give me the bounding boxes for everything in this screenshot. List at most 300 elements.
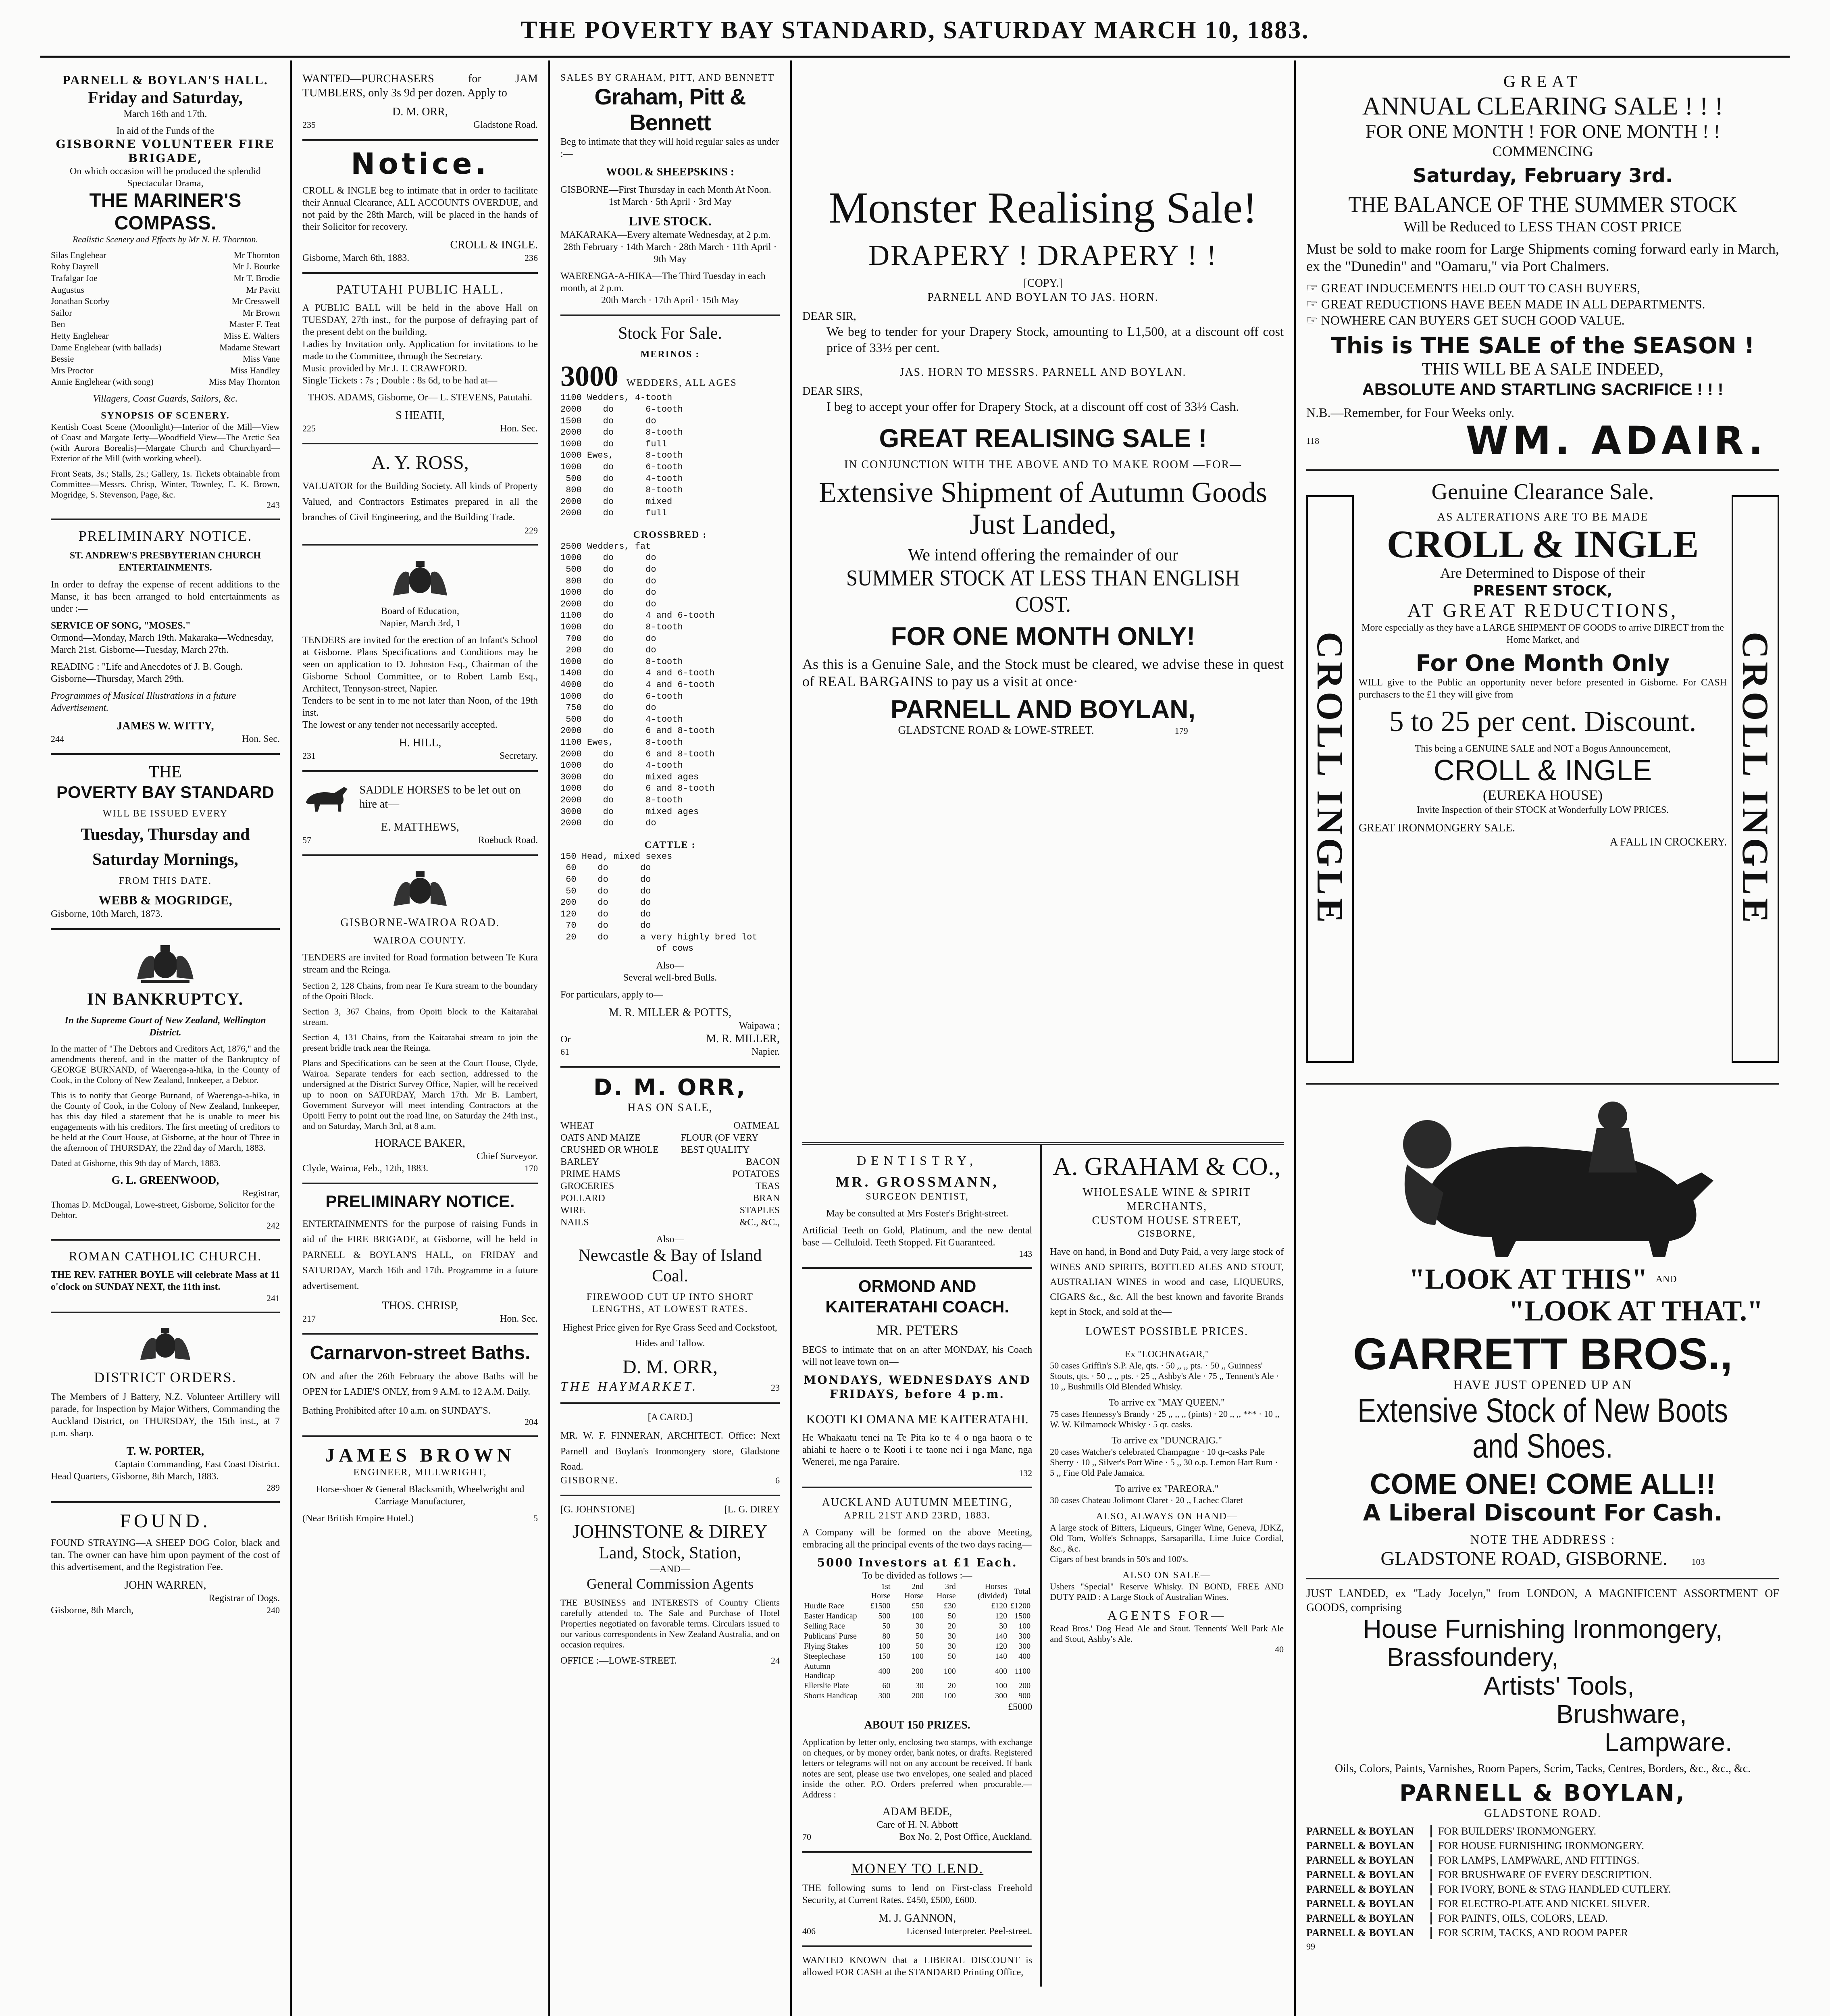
table-cell: 30 (999, 1622, 1008, 1631)
crossbred-row: 4000 do 4 and 6-tooth (560, 680, 715, 690)
letter1-dear: DEAR SIR, (802, 310, 856, 323)
orr-item-row (560, 1180, 780, 1192)
cast-row (51, 284, 280, 296)
crossbred-row: 1400 do 4 and 6-tooth (560, 668, 715, 679)
merino-list (560, 392, 780, 519)
stock-place: Waipawa ; (739, 1020, 780, 1031)
orr-item-right: OATMEAL (733, 1120, 780, 1131)
pb-row-text: FOR LAMPS, LAMPWARE, AND FITTINGS. (1438, 1854, 1640, 1866)
paper-days: Tuesday, Thursday and (81, 825, 250, 844)
racing-box: Box No. 2, Post Office, Auckland. (899, 1832, 1033, 1843)
card-place: GISBORNE. (560, 1475, 619, 1486)
baths-bathing: Bathing Prohibited after 10 a.m. on SUNDAY'S. (302, 1405, 491, 1416)
croll-iron: GREAT IRONMONGERY SALE. (1359, 821, 1516, 834)
wairoa-road-ad (302, 856, 538, 1184)
prelim-title: PRELIMINARY NOTICE. (78, 527, 252, 544)
adair-this: This is THE SALE of the SEASON ! (1331, 333, 1755, 359)
table-cell: 400 (878, 1666, 891, 1676)
bankruptcy-court: In the Supreme Court of New Zealand, Wellington District. (65, 1015, 266, 1038)
reading: READING : "Life and Anecdotes of J. B. Gough. (51, 662, 243, 673)
pb-row (1306, 1840, 1779, 1852)
road-plans: Plans and Specifications can be seen at the Court House, Clyde, Wairoa. Separate tenders for each section, addressed to the undersigned at the District Survey Office, Napier, will be received up to noon on SATURDAY, March 17th. Mr B. Lambert, Government Surveyor will meet intending Contractors at the Opoiti Ferry to point out the road line, on Saturday the 24th inst., and on Saturday, March 3rd, at 8 a.m. (302, 1058, 538, 1131)
signature: D. M. ORR, (392, 106, 448, 118)
masthead: THE POVERTY BAY STANDARD, SATURDAY MARCH 10, 1883. (520, 17, 1310, 44)
orr-haymarket: THE HAYMARKET. (560, 1379, 698, 1394)
table-cell: 300 (1018, 1632, 1031, 1641)
croll-discount: 5 to 25 per cent. Discount. (1389, 705, 1697, 738)
racing-dates: APRIL 21ST AND 23RD, 1883. (844, 1510, 991, 1521)
dentistry-title: DENTISTRY, (857, 1153, 978, 1168)
ad-number: 241 (266, 1293, 280, 1304)
signature-role: Registrar of Dogs. (208, 1593, 280, 1604)
poverty-bay-standard-ad (51, 755, 280, 930)
drapery-title: DRAPERY ! DRAPERY ! ! (868, 239, 1218, 271)
orr-item-left: GROCERIES (560, 1181, 614, 1192)
adair-nb: N.B.—Remember, for Four Weeks only. (1306, 405, 1515, 420)
cast-actor: Mr Cresswell (231, 296, 280, 306)
cast-role: Silas Englehear (51, 250, 106, 260)
conjunction: IN CONJUNCTION WITH THE ABOVE AND TO MAKE ROOM —FOR— (844, 458, 1242, 471)
croll-sidebar-left: CROLL INGLE (1306, 495, 1354, 1063)
signature-role: Licensed Interpreter. Peel-street. (906, 1926, 1033, 1937)
ad-number: 225 (302, 423, 316, 434)
adair-bullet-3: ☞ NOWHERE CAN BUYERS GET SUCH GOOD VALUE. (1306, 313, 1625, 328)
cast-row (51, 250, 280, 261)
ad-number: 5 (533, 1513, 538, 1524)
notice-date: Gisborne, March 6th, 1883. (302, 253, 410, 264)
cast-row (51, 376, 280, 388)
graham-also-body: A large stock of Bitters, Liqueurs, Ginger Wine, Geneva, JDKZ, Old Tom, Wolfe's Schnapps, Sarsaparilla, Lime Juice Cordial, &c., &c. (1050, 1522, 1284, 1554)
pb-row-text: FOR HOUSE FURNISHING IRONMONGERY. (1438, 1840, 1644, 1852)
column-5 (1296, 60, 1790, 2016)
table-row (802, 1681, 1032, 1691)
race-table-col-header (802, 1582, 861, 1601)
table-cell: 500 (878, 1612, 891, 1621)
garrett-address: GLADSTONE ROAD, GISBORNE. (1380, 1547, 1668, 1569)
money-to-lend-ad (802, 1853, 1032, 1947)
pb-row-text: FOR PAINTS, OILS, COLORS, LEAD. (1438, 1912, 1608, 1924)
orders-hq: Head Quarters, Gisborne, 8th March, 1883. (51, 1471, 219, 1482)
signature: S HEATH, (396, 409, 445, 422)
merinos-big-label: WEDDERS, ALL AGES (627, 378, 737, 389)
racing-total: £5000 (1008, 1702, 1033, 1713)
signature-role: Captain Commanding, East Coast District. (115, 1459, 280, 1470)
cast-row (51, 342, 280, 354)
crossbred-row: 1000 do 4-tooth (560, 760, 683, 771)
saddle-horses-ad (302, 772, 538, 856)
graham-prices: LOWEST POSSIBLE PRICES. (1085, 1325, 1249, 1338)
adair-room: Must be sold to make room for Large Shipments coming forward early in March, ex the "Dunedin" and "Oamaru," via Port Chalmers. (1306, 240, 1779, 275)
dentist-body: Artificial Teeth on Gold, Platinum, and the new dental base — Celluloid. Teeth Stopped. Fit Guaranteed. (802, 1225, 1033, 1248)
orr-item-row (560, 1192, 780, 1204)
graham-cigars: Cigars of best brands in 50's and 100's. (1050, 1554, 1188, 1564)
table-cell: 300 (1018, 1642, 1031, 1651)
notice-body: CROLL & INGLE beg to intimate that in order to facilitate their Annual Clearance, ALL ACCOUNTS OVERDUE, and not paid by the 28th March, will be placed in the hands of their Solicitor for recovery. (302, 185, 538, 233)
dentistry-ad (802, 1145, 1032, 1269)
graham-pitt-bennett-ad (560, 65, 780, 316)
merino-row: 500 do 4-tooth (560, 473, 683, 484)
table-cell: 200 (911, 1691, 924, 1701)
ad-number: 61 (560, 1047, 569, 1057)
croll-determined: Are Determined to Dispose of their (1440, 565, 1645, 581)
known-body: WANTED KNOWN that a LIBERAL DISCOUNT is allowed FOR CASH at the STANDARD Printing Office, (802, 1955, 1033, 1978)
signature-role: Hon. Sec. (500, 1313, 538, 1324)
parnell-boylan-sign: PARNELL AND BOYLAN, (890, 694, 1196, 724)
graham-ex1b-items: 75 cases Hennessy's Brandy · 25 ,, ,, ,, (pints) · 20 ,, ,, *** · 10 ,, W. W. Kilmarnock Whisky · 5 qr. casks. (1050, 1409, 1280, 1430)
table-cell: 400 (1018, 1652, 1031, 1661)
ad-number: 6 (775, 1475, 780, 1486)
money-body: THE following sums to lend on First-class Freehold Security, at Current Rates. £450, £500, £600. (802, 1883, 1033, 1906)
synopsis-title: SYNOPSIS OF SCENERY. (101, 410, 230, 421)
masthead-rule (40, 56, 1790, 58)
orr-item-left: POLLARD (560, 1193, 605, 1204)
table-cell: Easter Handicap (804, 1612, 857, 1621)
pb-line-5: Lampware. (1605, 1728, 1732, 1757)
table-cell: 80 (882, 1632, 891, 1641)
croll-notice-ad (302, 141, 538, 274)
adair-balance: THE BALANCE OF THE SUMMER STOCK (1348, 192, 1737, 218)
monster-sale-ad (802, 65, 1284, 1145)
adair-bullet-3-text: NOWHERE CAN BUYERS GET SUCH GOOD VALUE. (1321, 313, 1625, 328)
baths-title: Carnarvon-street Baths. (310, 1342, 531, 1364)
orr-item-right: &C., &C., (739, 1217, 780, 1228)
crossbred-row: 2500 Wedders, fat (560, 541, 651, 552)
merinos-big-number: 3000 (560, 360, 618, 393)
ad-number: 24 (771, 1656, 780, 1666)
pb-line-2: Brassfoundery, (1387, 1643, 1559, 1672)
graham-place: GISBORNE, (1138, 1229, 1196, 1239)
graham-title: A. GRAHAM & CO., (1053, 1152, 1281, 1181)
table-cell: Flying Stakes (804, 1642, 848, 1651)
table-cell: 200 (911, 1666, 924, 1676)
cast-actor: Mr T. Brodie (233, 273, 280, 283)
address: Gladstone Road. (473, 120, 538, 130)
croll-fall: A FALL IN CROCKERY. (1609, 835, 1727, 848)
hall-effects: Realistic Scenery and Effects by Mr N. H. Thornton. (72, 234, 258, 244)
crossbred-row: 700 do do (560, 633, 656, 644)
paper-issued: WILL BE ISSUED EVERY (102, 808, 228, 819)
pb-oils: Oils, Colors, Paints, Varnishes, Room Papers, Scrim, Tacks, Centres, Borders, &c., &c., &c. (1335, 1762, 1751, 1775)
table-cell: 900 (1018, 1691, 1031, 1701)
found-date: Gisborne, 8th March, (51, 1605, 134, 1616)
cattle-row: 50 do do (560, 886, 651, 896)
pb-row-label: PARNELL & BOYLAN (1306, 1840, 1432, 1852)
pb-row-text: FOR SCRIM, TACKS, AND ROOM PAPER (1438, 1927, 1628, 1939)
found-title: FOUND. (120, 1510, 211, 1532)
graham-ex1: Ex "LOCHNAGAR," (1124, 1349, 1209, 1360)
letter1-body: We beg to tender for your Drapery Stock, amounting to L1,500, at a discount off cost price of 33⅓ per cent. (827, 324, 1284, 355)
jd-body: THE BUSINESS and INTERESTS of Country Clients carefully attended to. The Sale and Purchase of Hotel Properties negotiated on favorable terms. Circulars issued to our various correspondents in New Zealand Australia, and on occasion requires. (560, 1597, 780, 1650)
orr-item-row (560, 1216, 780, 1229)
garrett-and: AND (1655, 1274, 1677, 1285)
table-row (802, 1691, 1032, 1701)
column-2 (292, 60, 548, 2016)
table-row (802, 1601, 1032, 1611)
table-cell: Shorts Handicap (804, 1691, 858, 1701)
cast-role: Augustus (51, 284, 85, 295)
royal-coat-of-arms-icon (386, 557, 454, 601)
pb-row-text: FOR BRUSHWARE OF EVERY DESCRIPTION. (1438, 1869, 1652, 1881)
signature: M. R. MILLER & POTTS, (608, 1006, 732, 1019)
croll-present: PRESENT STOCK, (1473, 582, 1613, 599)
signature: H. HILL, (399, 736, 441, 749)
table-cell: 100 (943, 1691, 956, 1701)
cast-role: Dame Englehear (with ballads) (51, 342, 162, 352)
sales-waerenga-dates: 20th March · 17th April · 15th May (601, 295, 739, 306)
table-cell: 400 (995, 1666, 1008, 1676)
baths-ad (302, 1335, 538, 1437)
table-cell: 30 (915, 1681, 924, 1691)
district-orders-ad (51, 1313, 280, 1503)
orr-sub: HAS ON SALE, (627, 1102, 713, 1114)
adair-month: FOR ONE MONTH ! FOR ONE MONTH ! ! (1365, 121, 1720, 142)
table-cell: 50 (947, 1652, 956, 1661)
croll-made: AS ALTERATIONS ARE TO BE MADE (1437, 510, 1649, 523)
table-cell: 100 (911, 1652, 924, 1661)
pb-row (1306, 1927, 1779, 1939)
orr-item-right: POTATOES (732, 1169, 780, 1180)
merinos-head: MERINOS : (640, 349, 700, 360)
johnstone-direy-ad (560, 1496, 780, 1675)
adair-commencing: COMMENCING (1492, 143, 1593, 159)
crossbred-row: 750 do do (560, 703, 656, 713)
saddle-body: SADDLE HORSES to be let out on hire at— (359, 783, 521, 810)
prelim-title: PRELIMINARY NOTICE. (325, 1191, 515, 1211)
stock-also: Also— (656, 960, 684, 971)
cattle-row: 20 do a very highly bred lot (560, 932, 758, 942)
solicitor: Thomas D. McDougal, Lowe-street, Gisborne, Solicitor for the Debtor. (51, 1200, 275, 1220)
garrett-note: NOTE THE ADDRESS : (1470, 1532, 1616, 1547)
adair-bullet-2: ☞ GREAT REDUCTIONS HAVE BEEN MADE IN ALL DEPARTMENTS. (1306, 297, 1705, 312)
fire-brigade-prelim-ad (302, 1184, 538, 1335)
pb-row-label: PARNELL & BOYLAN (1306, 1912, 1432, 1924)
graham-store: CUSTOM HOUSE STREET, (1092, 1214, 1242, 1227)
stock-for-sale-ad (560, 316, 780, 1068)
column-3 (550, 60, 790, 2016)
bankruptcy-matter: In the matter of "The Debtors and Creditors Act, 1876," and the amendments thereof, and in the matter of the Bankruptcy of GEORGE BURNAND, of Waerenga-a-hika, in the County of Cook, in the Colony of New Zealand, Innkeeper, a Debtor. (51, 1043, 280, 1085)
jd-head-right: [L. G. DIREY (724, 1504, 780, 1515)
cast-actor: Madame Stewart (219, 342, 280, 352)
table-cell: 300 (995, 1691, 1008, 1701)
pb-row-label: PARNELL & BOYLAN (1306, 1898, 1432, 1910)
crossbred-row: 2000 do do (560, 818, 656, 829)
great-realising: GREAT REALISING SALE ! (879, 424, 1207, 453)
ad-number: 57 (302, 835, 311, 845)
croll-genuine: This being a GENUINE SALE and NOT a Bogus Announcement, (1415, 743, 1671, 754)
ad-number: 70 (802, 1832, 811, 1842)
hall-title: PARNELL & BOYLAN'S HALL. (62, 73, 268, 87)
coach-title: ORMOND AND KAITERATAHI COACH. (825, 1277, 1009, 1316)
wanted-known-ad (802, 1947, 1032, 1987)
sales-wool: WOOL & SHEEPSKINS : (606, 165, 735, 178)
coach-maori-title: KOOTI KI OMANA ME KAITERATAHI. (806, 1412, 1028, 1427)
coach-days: MONDAYS, WEDNESDAYS AND FRIDAYS, before 4 p.m. (804, 1373, 1031, 1401)
bankruptcy-title: IN BANKRUPTCY. (87, 990, 244, 1009)
croll-will: WILL give to the Public an opportunity never before presented in Gisborne. For CASH purchasers to the £1 they will give from (1359, 677, 1727, 700)
orr-item-row (560, 1156, 780, 1168)
sales-live: LIVE STOCK. (629, 213, 712, 228)
orr-title: D. M. ORR, (593, 1075, 747, 1101)
cast-actor: Mr Thornton (234, 250, 280, 260)
pb-row-label: PARNELL & BOYLAN (1306, 1825, 1432, 1837)
board-body: TENDERS are invited for the erection of an Infant's School at Gisborne. Plans Specifications and Conditions may be seen on application to D. Johnston Esq., Chairman of the Gisborne School Committee, or to Robert Lamb Esq., Architect, Tennyson-street, Napier. (302, 635, 538, 694)
bankruptcy-ad (51, 930, 280, 1241)
letter1-head: PARNELL AND BOYLAN TO JAS. HORN. (927, 291, 1159, 304)
paper-from: FROM THIS DATE. (119, 875, 212, 886)
table-cell: 50 (915, 1642, 924, 1651)
table-cell: 30 (947, 1642, 956, 1651)
hall-aid: In aid of the Funds of the (116, 126, 214, 137)
signature: E. MATTHEWS, (381, 821, 459, 833)
croll-clearance-ad (1306, 471, 1779, 1085)
race-table-body (802, 1601, 1032, 1701)
ad-number: 23 (771, 1383, 780, 1393)
orr-item-right: TEAS (756, 1181, 780, 1192)
reading-date: Gisborne—Thursday, March 29th. (51, 674, 184, 685)
racing-investors: 5000 Investors at £1 Each. (817, 1556, 1018, 1570)
crossbred-list (560, 541, 780, 829)
letter2-head: JAS. HORN TO MESSRS. PARNELL AND BOYLAN. (899, 366, 1187, 379)
ross-ad (302, 444, 538, 545)
cattle-row: 60 do do (560, 874, 651, 885)
royal-coat-of-arms-icon (129, 941, 202, 985)
stock-bulls: Several well-bred Bulls. (623, 973, 717, 983)
one-month-only: FOR ONE MONTH ONLY! (891, 622, 1195, 651)
adair-bullet-1: ☞ GREAT INDUCEMENTS HELD OUT TO CASH BUYERS, (1306, 281, 1641, 296)
hall-brigade: GISBORNE VOLUNTEER FIRE BRIGADE, (56, 137, 275, 165)
crossbred-row: 2000 do 6 and 8-tooth (560, 749, 715, 759)
ad-number: 179 (1174, 726, 1188, 736)
croll-sidebar-right: CROLL INGLE (1732, 495, 1779, 1063)
signature-role: Chief Surveyor. (477, 1151, 538, 1162)
royal-coat-of-arms-icon (133, 1325, 198, 1365)
pb-row-text: FOR ELECTRO-PLATE AND NICKEL SILVER. (1438, 1898, 1650, 1910)
table-cell: Publicans' Purse (804, 1632, 857, 1641)
orr-item-left: WIRE (560, 1205, 585, 1216)
sales-makaraka-dates: 28th February · 14th March · 28th March · 11th April · 9th May (563, 242, 777, 264)
orr-item-row (560, 1132, 780, 1156)
sales-head: SALES BY GRAHAM, PITT, AND BENNETT (560, 73, 775, 83)
ross-title: A. Y. ROSS, (371, 452, 469, 474)
crossbred-row: 1000 do 8-tooth (560, 622, 683, 633)
signature-role: Hon. Sec. (242, 734, 280, 745)
stock-place-2: Napier. (752, 1047, 780, 1058)
pb-line-3: Artists' Tools, (1484, 1671, 1634, 1700)
jd-title: JOHNSTONE & DIREY (572, 1521, 768, 1543)
board-time: Tenders to be sent in to me not later than Noon, of the 19th inst. (302, 695, 538, 718)
adair-sale-ad (1306, 65, 1779, 471)
cast-role: Bessie (51, 354, 74, 364)
ad-number: 243 (266, 500, 280, 510)
found-body: FOUND STRAYING—A SHEEP DOG Color, black and tan. The owner can have him upon payment of the cost of this advertisement, and the Registration Fee. (51, 1538, 280, 1573)
pb-row-label: PARNELL & BOYLAN (1306, 1927, 1432, 1939)
column-4 (792, 60, 1294, 2016)
sales-waerenga: WAERENGA-A-HIKA—The Third Tuesday in each month, at 2 p.m. (560, 271, 766, 294)
paper-name: POVERTY BAY STANDARD (56, 783, 274, 802)
copy-label: [COPY.] (1023, 277, 1063, 290)
merino-row: 2000 do full (560, 508, 667, 519)
signature: CROLL & INGLE. (450, 239, 538, 252)
table-cell: Ellerslie Plate (804, 1681, 849, 1691)
pb-row (1306, 1854, 1779, 1866)
road-section-3: Section 3, 367 Chains, from Opoiti block to the Kaitarahai stream. (302, 1006, 538, 1027)
garrett-look-2: "LOOK AT THAT." (1508, 1295, 1763, 1327)
croll-title: Genuine Clearance Sale. (1431, 479, 1654, 505)
hall-prices: Front Seats, 3s.; Stalls, 2s.; Gallery, 1s. Tickets obtainable from Committee—Messrs. Chrisp, Winter, Townley, E. K. Brown, Mogridge, S. Stevenson, Page, &c. (51, 468, 280, 500)
crossbred-row: 1000 do do (560, 553, 656, 563)
garrett-look-1: "LOOK AT THIS" (1409, 1263, 1648, 1295)
merino-row: 1100 Wedders, 4-tooth (560, 393, 672, 403)
racing-divided: To be divided as follows :— (862, 1570, 972, 1581)
royal-coat-of-arms-icon (388, 867, 452, 912)
orr-item-row (560, 1204, 780, 1216)
ad-number: 143 (1019, 1249, 1033, 1259)
cast-role: Sailor (51, 307, 72, 318)
cattle-row: 120 do do (560, 909, 651, 919)
ball-tickets: Single Tickets : 7s ; Double : 8s 6d, to be had at— (302, 375, 498, 386)
bankruptcy-dated: Dated at Gisborne, this 9th day of March, 1883. (51, 1158, 221, 1168)
graham-agents-body: Read Bros.' Dog Head Ale and Stout. Tennents' Well Park Ale and Stout, Ashby's Ale. (1050, 1623, 1284, 1644)
programmes: Programmes of Musical Illustrations in a future Advertisement. (51, 691, 236, 714)
ad-number: 240 (266, 1605, 280, 1616)
pb-line-1: House Furnishing Ironmongery, (1363, 1614, 1723, 1643)
ad-number: 236 (525, 253, 538, 263)
prelim-body: In order to defray the expense of recent additions to the Manse, it has been arranged to hold entertainments as under :— (51, 579, 280, 614)
graham-also: ALSO, ALWAYS ON HAND— (1096, 1511, 1238, 1522)
coach-ad (802, 1269, 1032, 1488)
jam-body: WANTED—PURCHASERS for JAM TUMBLERS, only 3s 9d per dozen. Apply to (302, 73, 538, 99)
signature: HORACE BAKER, (375, 1137, 465, 1150)
service-of-song: SERVICE OF SONG, "MOSES." (51, 621, 191, 631)
summer-stock: SUMMER STOCK AT LESS THAN ENGLISH COST. (846, 566, 1240, 617)
racing-apply: Application by letter only, enclosing two stamps, with exchange on cheques, or by money order, bank notes, or drafts. Registered letters or telegrams will not on any account be received. If bank notes are sent, please use two envelopes, one sealed and placed inside the other. P.O. Orders preferred when procurable.—Address : (802, 1737, 1033, 1800)
adair-indeed: THIS WILL BE A SALE INDEED, (1422, 360, 1664, 379)
table-row (802, 1641, 1032, 1652)
brown-body: Horse-shoer & General Blacksmith, Wheelwright and Carriage Manufacturer, (316, 1484, 525, 1507)
signature: JOHN WARREN, (124, 1579, 206, 1592)
cattle-row: 60 do do (560, 863, 651, 873)
crossbred-row: 200 do do (560, 645, 656, 656)
paper-the: THE (149, 763, 182, 782)
address: (Near British Empire Hotel.) (302, 1513, 414, 1524)
cattle-row: of cows (560, 943, 694, 954)
graham-ex2-items: 20 cases Watcher's celebrated Champagne · 10 qr-casks Pale Sherry · 10 ,, Silver's Port Wine · 5 ,, 30 o.p. Lemon Hart Rum · 5 ,, Fine Old Pale Jamaica. (1050, 1447, 1278, 1478)
croll-name: CROLL & INGLE (1387, 522, 1699, 566)
table-cell: Steeplechase (804, 1652, 846, 1661)
hall-dates: March 16th and 17th. (123, 109, 207, 120)
cattle-head: CATTLE : (644, 839, 696, 850)
race-table-col-header: 1st Horse (871, 1582, 891, 1601)
merino-row: 1000 do 6-tooth (560, 462, 683, 472)
table-cell: 50 (947, 1612, 956, 1621)
board-place: Napier, March 3rd, 1 (379, 618, 461, 629)
cast-list (51, 250, 280, 388)
pb-row-label: PARNELL & BOYLAN (1306, 1869, 1432, 1881)
pb-row-text: FOR BUILDERS' IRONMONGERY. (1438, 1825, 1597, 1837)
brown-trade: ENGINEER, MILLWRIGHT, (353, 1467, 487, 1478)
cattle-row: 200 do do (560, 898, 651, 908)
crossbred-row: 1000 do 6 and 8-tooth (560, 783, 715, 794)
ad-number: 229 (525, 525, 538, 535)
cast-actor: Miss Handley (230, 365, 280, 375)
orr-firewood: FIREWOOD CUT UP INTO SHORT LENGTHS, AT LOWEST RATES. (586, 1292, 754, 1315)
cast-row (51, 273, 280, 284)
table-row (802, 1611, 1032, 1621)
pb-row-label: PARNELL & BOYLAN (1306, 1883, 1432, 1895)
table-cell: £1200 (1010, 1602, 1031, 1611)
jd-sub: Land, Stock, Station, (599, 1543, 741, 1562)
catholic-title: ROMAN CATHOLIC CHURCH. (69, 1249, 262, 1264)
